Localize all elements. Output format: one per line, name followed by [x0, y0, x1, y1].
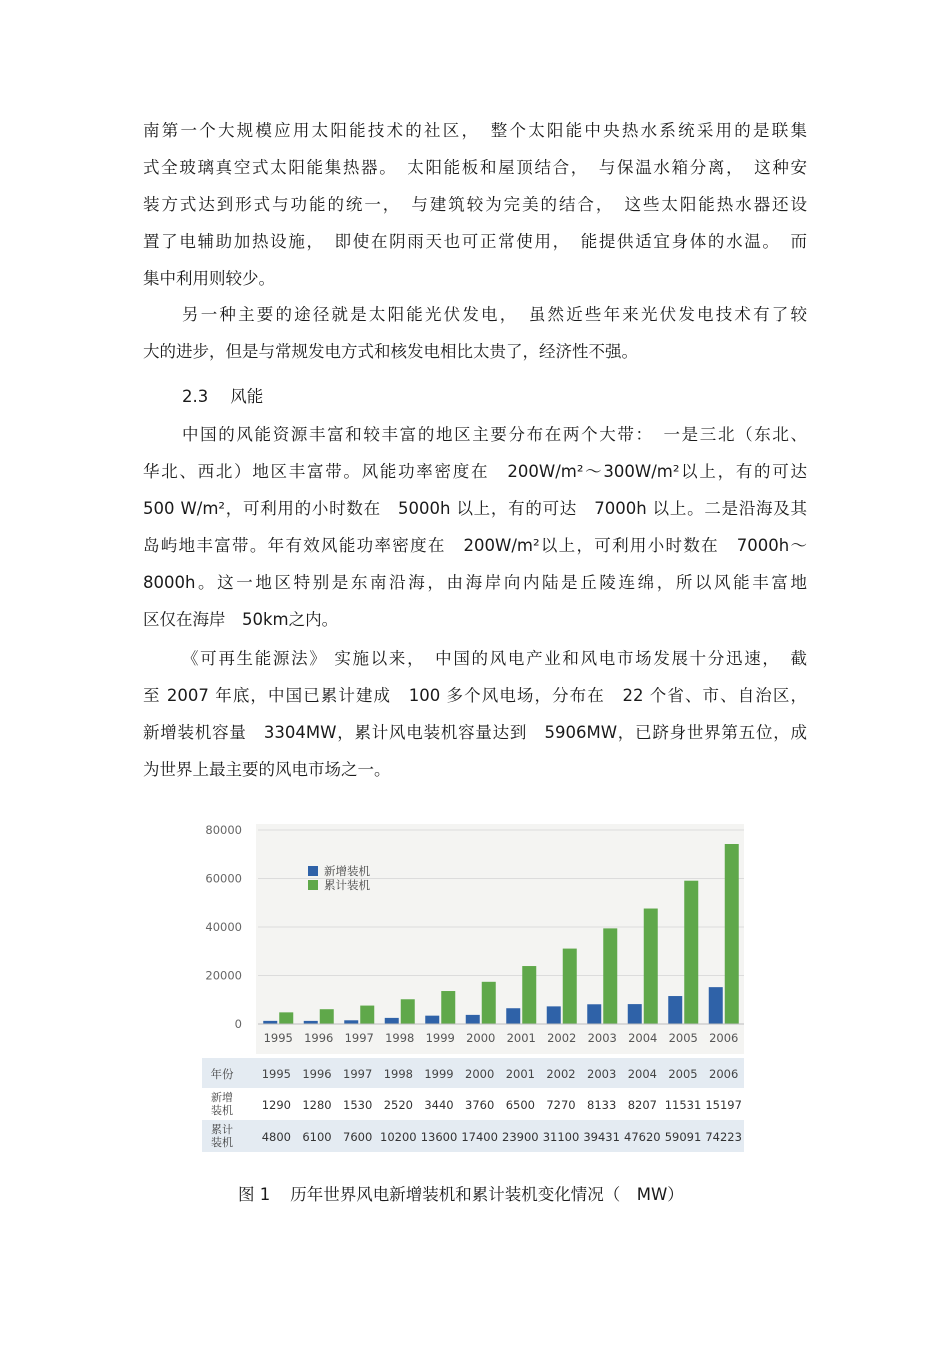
text-line: 至 2007 年底，中国已累计建成 100 多个风电场，分布在 22 个省、市、自治区， — [143, 686, 807, 705]
table-header-year: 2000 — [465, 1067, 495, 1081]
table-header-year: 2002 — [546, 1067, 576, 1081]
table-header-year: 1997 — [343, 1067, 373, 1081]
y-tick-label: 80000 — [205, 823, 242, 837]
table-cell: 1280 — [302, 1098, 332, 1112]
bar-cumulative-1997 — [360, 1006, 374, 1024]
bar-cumulative-2000 — [482, 982, 496, 1024]
table-header-year: 1998 — [383, 1067, 413, 1081]
table-cell: 17400 — [461, 1130, 498, 1144]
bar-new-2004 — [628, 1004, 642, 1024]
bar-new-2005 — [668, 996, 682, 1024]
table-cell: 59091 — [664, 1130, 702, 1144]
x-tick-label: 1999 — [425, 1031, 455, 1045]
table-cell: 2520 — [383, 1098, 413, 1112]
bar-cumulative-2005 — [684, 881, 698, 1024]
text-line: 岛屿地丰富带。年有效风能功率密度在 200W/m²以上，可利用小时数在 7000h～ — [143, 536, 807, 555]
table-header-year: 2004 — [627, 1067, 657, 1081]
table-header-year: 2006 — [709, 1067, 739, 1081]
bar-cumulative-2006 — [725, 844, 739, 1024]
text-line: 另一种主要的途径就是太阳能光伏发电， 虽然近些年来光伏发电技术有了较 — [182, 305, 807, 324]
x-tick-label: 2005 — [668, 1031, 698, 1045]
x-tick-label: 1997 — [344, 1031, 374, 1045]
bar-new-2000 — [466, 1015, 480, 1024]
text-line: 华北、西北）地区丰富带。风能功率密度在 200W/m²～300W/m²以上，有的可达 — [143, 462, 807, 481]
legend-label-cumulative: 累计装机 — [324, 878, 370, 892]
figure-caption-text: 历年世界风电新增装机和累计装机变化情况（ MW） — [290, 1185, 684, 1204]
table-cell: 47620 — [624, 1130, 661, 1144]
legend-label-new: 新增装机 — [324, 864, 370, 878]
bar-cumulative-1996 — [320, 1009, 334, 1024]
text-line: 中国的风能资源丰富和较丰富的地区主要分布在两个大带： 一是三北（东北、 — [182, 425, 807, 444]
table-row-label: 装机 — [211, 1136, 233, 1149]
bar-new-2002 — [547, 1006, 561, 1024]
text-line: 集中利用则较少。 — [143, 269, 275, 288]
table-header-year: 1999 — [424, 1067, 454, 1081]
y-tick-label: 0 — [234, 1017, 242, 1031]
wind-capacity-figure — [200, 820, 746, 1152]
table-cell: 1530 — [343, 1098, 373, 1112]
table-cell: 31100 — [542, 1130, 580, 1144]
table-header-year: 1996 — [302, 1067, 332, 1081]
table-cell: 23900 — [502, 1130, 539, 1144]
bar-cumulative-2003 — [603, 928, 617, 1024]
table-row-label: 累计 — [211, 1123, 233, 1136]
text-line: 大的进步，但是与常规发电方式和核发电相比太贵了，经济性不强。 — [143, 342, 638, 361]
x-tick-label: 2003 — [587, 1031, 617, 1045]
y-tick-label: 40000 — [205, 920, 242, 934]
text-line: 南第一个大规模应用太阳能技术的社区， 整个太阳能中央热水系统采用的是联集 — [143, 121, 807, 140]
text-line: 式全玻璃真空式太阳能集热器。 太阳能板和屋顶结合， 与保温水箱分离， 这种安 — [143, 158, 807, 177]
x-tick-label: 2004 — [628, 1031, 658, 1045]
y-tick-label: 20000 — [205, 968, 242, 983]
table-row-label: 新增 — [211, 1091, 233, 1104]
x-tick-label: 2002 — [547, 1031, 577, 1045]
figure-label: 图 1 — [238, 1185, 271, 1204]
x-tick-label: 1996 — [304, 1031, 334, 1045]
text-line: 8000h。这一地区特别是东南沿海，由海岸向内陆是丘陵连绵，所以风能丰富地 — [143, 573, 807, 592]
paragraph-solar-pv — [143, 296, 807, 370]
table-cell: 10200 — [380, 1130, 417, 1144]
table-cell: 1290 — [261, 1098, 291, 1112]
text-line: 《可再生能源法》 实施以来， 中国的风电产业和风电市场发展十分迅速， 截 — [182, 649, 807, 668]
paragraph-wind-resources — [143, 416, 807, 638]
x-tick-label: 1998 — [385, 1031, 415, 1045]
text-line: 装方式达到形式与功能的统一， 与建筑较为完美的结合， 这些太阳能热水器还设 — [143, 195, 807, 214]
x-tick-label: 2001 — [506, 1031, 536, 1045]
table-header-label: 年份 — [210, 1067, 234, 1081]
y-tick-label: 60000 — [205, 871, 242, 886]
table-header-year: 2003 — [587, 1067, 617, 1081]
table-cell: 8207 — [627, 1098, 657, 1112]
table-cell: 7600 — [343, 1130, 373, 1144]
table-cell: 4800 — [261, 1130, 291, 1144]
bar-cumulative-2002 — [563, 949, 577, 1024]
table-header-year: 2005 — [668, 1067, 698, 1081]
table-header-year: 1995 — [261, 1067, 291, 1081]
bar-cumulative-1998 — [401, 999, 415, 1024]
bar-cumulative-1999 — [441, 991, 455, 1024]
bar-new-2001 — [506, 1008, 520, 1024]
bar-new-1997 — [344, 1020, 358, 1024]
bar-new-1998 — [385, 1018, 399, 1024]
table-cell: 13600 — [420, 1130, 458, 1144]
paragraph-wind-market — [143, 640, 807, 788]
text-line: 500 W/m²，可利用的小时数在 5000h 以上，有的可达 7000h 以上。二是沿海及其 — [143, 499, 807, 518]
bar-new-1999 — [425, 1016, 439, 1024]
x-tick-label: 2006 — [709, 1031, 739, 1045]
bar-new-2003 — [587, 1004, 601, 1024]
paragraph-solar-thermal — [143, 112, 807, 297]
table-cell: 6500 — [505, 1098, 535, 1112]
table-cell: 3760 — [465, 1098, 495, 1112]
table-cell: 3440 — [424, 1098, 454, 1112]
table-row-label: 装机 — [211, 1104, 233, 1117]
section-title: 风能 — [230, 387, 264, 406]
bar-cumulative-1995 — [279, 1012, 293, 1024]
table-cell: 6100 — [302, 1130, 332, 1144]
table-header-year: 2001 — [505, 1067, 535, 1081]
text-line: 为世界上最主要的风电市场之一。 — [143, 760, 391, 779]
bar-cumulative-2001 — [522, 966, 536, 1024]
legend-swatch-cumulative — [308, 880, 318, 890]
text-line: 置了电辅助加热设施， 即使在阴雨天也可正常使用， 能提供适宜身体的水温。 而 — [143, 232, 807, 251]
bar-new-2006 — [709, 987, 723, 1024]
legend-swatch-new — [308, 866, 318, 876]
bar-cumulative-2004 — [644, 909, 658, 1024]
wind-capacity-chart — [200, 820, 746, 1152]
table-cell: 11531 — [664, 1098, 702, 1112]
x-tick-label: 1995 — [263, 1031, 293, 1045]
figure-caption — [238, 1180, 684, 1210]
table-cell: 74223 — [705, 1130, 742, 1144]
section-heading — [182, 378, 263, 415]
table-cell: 15197 — [705, 1098, 742, 1112]
x-tick-label: 2000 — [466, 1031, 496, 1045]
table-cell: 39431 — [583, 1130, 620, 1144]
text-line: 新增装机容量 3304MW，累计风电装机容量达到 5906MW，已跻身世界第五位，成 — [143, 723, 807, 742]
table-cell: 8133 — [587, 1098, 617, 1112]
section-number: 2.3 — [182, 387, 209, 406]
table-cell: 7270 — [546, 1098, 576, 1112]
text-line: 区仅在海岸 50km之内。 — [143, 610, 339, 629]
